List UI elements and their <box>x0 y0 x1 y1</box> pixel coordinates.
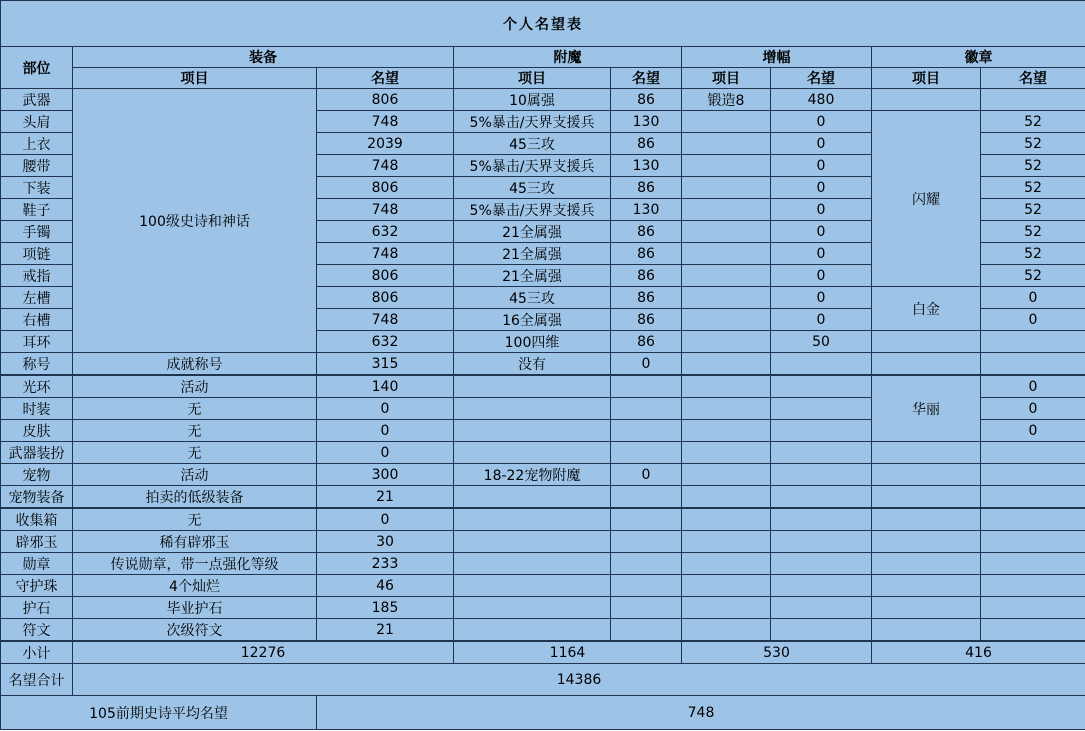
emblem-item-platinum: 白金 <box>872 287 981 331</box>
amplify-fame-cell <box>771 597 872 619</box>
amplify-item-cell <box>682 575 771 597</box>
enchant-item-cell: 21全属强 <box>454 221 611 243</box>
subtotal-equip: 12276 <box>73 641 454 664</box>
part-cell: 皮肤 <box>1 420 73 442</box>
equip-fame-cell: 0 <box>317 508 454 531</box>
equip-fame-cell: 0 <box>317 420 454 442</box>
amplify-fame-cell <box>771 531 872 553</box>
emblem-fame-cell: 0 <box>981 398 1085 420</box>
enchant-fame-cell <box>611 375 682 398</box>
part-cell: 右槽 <box>1 309 73 331</box>
amplify-item-cell <box>682 243 771 265</box>
equip-item-cell: 稀有辟邪玉 <box>73 531 317 553</box>
part-cell: 守护珠 <box>1 575 73 597</box>
average-value: 748 <box>317 696 1085 730</box>
average-row <box>1 696 1085 730</box>
emblem-item-cell <box>872 575 981 597</box>
total-label: 名望合计 <box>1 664 73 696</box>
amplify-fame-cell: 0 <box>771 265 872 287</box>
amplify-item-cell <box>682 464 771 486</box>
enchant-item-cell <box>454 442 611 464</box>
enchant-fame-cell <box>611 442 682 464</box>
table-row <box>1 89 1085 111</box>
enchant-fame-cell: 86 <box>611 177 682 199</box>
enchant-item-cell: 21全属强 <box>454 243 611 265</box>
enchant-fame-cell: 86 <box>611 309 682 331</box>
enchant-item-cell: 45三攻 <box>454 287 611 309</box>
table-row <box>1 353 1085 376</box>
part-cell: 头肩 <box>1 111 73 133</box>
amplify-fame-cell <box>771 575 872 597</box>
emblem-item-cell <box>872 619 981 642</box>
part-cell: 上衣 <box>1 133 73 155</box>
amplify-item-cell <box>682 265 771 287</box>
enchant-fame-cell: 130 <box>611 155 682 177</box>
enchant-fame-cell: 86 <box>611 133 682 155</box>
part-cell: 耳环 <box>1 331 73 353</box>
equip-item-cell: 成就称号 <box>73 353 317 376</box>
amplify-fame-cell: 0 <box>771 111 872 133</box>
header-equip-fame: 名望 <box>317 68 454 89</box>
equip-fame-cell: 0 <box>317 398 454 420</box>
amplify-fame-cell <box>771 619 872 642</box>
equip-fame-cell: 748 <box>317 155 454 177</box>
emblem-item-cell <box>872 597 981 619</box>
amplify-item-cell <box>682 597 771 619</box>
equip-fame-cell: 185 <box>317 597 454 619</box>
equip-fame-cell: 748 <box>317 111 454 133</box>
amplify-item-cell <box>682 111 771 133</box>
table-row <box>1 531 1085 553</box>
emblem-fame-cell <box>981 89 1085 111</box>
header-enchant-fame: 名望 <box>611 68 682 89</box>
amplify-item-cell <box>682 531 771 553</box>
enchant-fame-cell: 0 <box>611 464 682 486</box>
enchant-fame-cell: 130 <box>611 111 682 133</box>
table-row <box>1 619 1085 642</box>
equip-item-cell: 无 <box>73 398 317 420</box>
equip-fame-cell: 748 <box>317 243 454 265</box>
amplify-fame-cell: 0 <box>771 133 872 155</box>
enchant-item-cell: 5%暴击/天界支援兵 <box>454 199 611 221</box>
amplify-item-cell <box>682 420 771 442</box>
emblem-fame-cell: 52 <box>981 243 1085 265</box>
enchant-item-cell: 45三攻 <box>454 177 611 199</box>
amplify-item-cell <box>682 375 771 398</box>
emblem-fame-cell <box>981 508 1085 531</box>
emblem-fame-cell: 0 <box>981 287 1085 309</box>
enchant-item-cell <box>454 398 611 420</box>
enchant-item-cell <box>454 531 611 553</box>
emblem-item-cell <box>872 531 981 553</box>
amplify-fame-cell <box>771 420 872 442</box>
amplify-fame-cell <box>771 553 872 575</box>
enchant-fame-cell <box>611 420 682 442</box>
emblem-fame-cell <box>981 353 1085 376</box>
equip-item-cell: 次级符文 <box>73 619 317 642</box>
amplify-item-cell <box>682 199 771 221</box>
header-equip-item: 项目 <box>73 68 317 89</box>
equip-item-cell: 无 <box>73 420 317 442</box>
emblem-fame-cell: 0 <box>981 420 1085 442</box>
amplify-item-cell <box>682 619 771 642</box>
emblem-fame-cell <box>981 486 1085 509</box>
emblem-fame-cell: 0 <box>981 375 1085 398</box>
amplify-item-cell <box>682 331 771 353</box>
equip-fame-cell: 806 <box>317 177 454 199</box>
part-cell: 宠物 <box>1 464 73 486</box>
amplify-item-cell: 锻造8 <box>682 89 771 111</box>
enchant-item-cell: 16全属强 <box>454 309 611 331</box>
part-cell: 武器 <box>1 89 73 111</box>
enchant-fame-cell <box>611 575 682 597</box>
emblem-item-cell <box>872 442 981 464</box>
amplify-item-cell <box>682 133 771 155</box>
amplify-item-cell <box>682 309 771 331</box>
equip-fame-cell: 806 <box>317 265 454 287</box>
amplify-item-cell <box>682 508 771 531</box>
amplify-fame-cell: 480 <box>771 89 872 111</box>
equip-fame-cell: 806 <box>317 287 454 309</box>
equip-item-cell: 无 <box>73 442 317 464</box>
table-row <box>1 442 1085 464</box>
amplify-fame-cell: 0 <box>771 177 872 199</box>
emblem-fame-cell <box>981 553 1085 575</box>
table-row <box>1 508 1085 531</box>
enchant-fame-cell <box>611 508 682 531</box>
header-emblem: 徽章 <box>872 47 1085 68</box>
part-cell: 手镯 <box>1 221 73 243</box>
enchant-fame-cell <box>611 531 682 553</box>
subtotal-amplify: 530 <box>682 641 872 664</box>
emblem-fame-cell <box>981 331 1085 353</box>
enchant-fame-cell: 86 <box>611 265 682 287</box>
emblem-item-cell <box>872 353 981 376</box>
enchant-item-cell <box>454 575 611 597</box>
emblem-fame-cell <box>981 531 1085 553</box>
enchant-item-cell: 100四维 <box>454 331 611 353</box>
emblem-fame-cell: 52 <box>981 177 1085 199</box>
amplify-fame-cell <box>771 398 872 420</box>
emblem-fame-cell: 0 <box>981 309 1085 331</box>
equip-fame-cell: 806 <box>317 89 454 111</box>
emblem-item-cell <box>872 464 981 486</box>
amplify-fame-cell <box>771 486 872 509</box>
amplify-item-cell <box>682 177 771 199</box>
emblem-fame-cell: 52 <box>981 133 1085 155</box>
enchant-item-cell: 45三攻 <box>454 133 611 155</box>
amplify-fame-cell: 0 <box>771 243 872 265</box>
equip-item-cell: 4个灿烂 <box>73 575 317 597</box>
emblem-item-cell <box>872 508 981 531</box>
header-emblem-item: 项目 <box>872 68 981 89</box>
emblem-item-cell <box>872 89 981 111</box>
enchant-fame-cell <box>611 619 682 642</box>
emblem-fame-cell: 52 <box>981 199 1085 221</box>
equip-item-cell: 拍卖的低级装备 <box>73 486 317 509</box>
emblem-item-cell <box>872 486 981 509</box>
amplify-fame-cell: 0 <box>771 287 872 309</box>
header-amplify-fame: 名望 <box>771 68 872 89</box>
part-cell: 宠物装备 <box>1 486 73 509</box>
part-cell: 符文 <box>1 619 73 642</box>
emblem-item-cell <box>872 553 981 575</box>
part-cell: 下装 <box>1 177 73 199</box>
subtotal-emblem: 416 <box>872 641 1085 664</box>
part-cell: 护石 <box>1 597 73 619</box>
amplify-fame-cell: 0 <box>771 199 872 221</box>
equip-item-cell: 无 <box>73 508 317 531</box>
enchant-item-cell <box>454 597 611 619</box>
equip-fame-cell: 0 <box>317 442 454 464</box>
part-cell: 项链 <box>1 243 73 265</box>
amplify-fame-cell: 0 <box>771 221 872 243</box>
part-cell: 腰带 <box>1 155 73 177</box>
enchant-fame-cell <box>611 398 682 420</box>
enchant-item-cell <box>454 486 611 509</box>
equip-fame-cell: 21 <box>317 619 454 642</box>
part-cell: 收集箱 <box>1 508 73 531</box>
part-cell: 鞋子 <box>1 199 73 221</box>
enchant-fame-cell: 86 <box>611 331 682 353</box>
part-cell: 称号 <box>1 353 73 376</box>
equip-item-merged: 100级史诗和神话 <box>73 89 317 353</box>
amplify-fame-cell: 50 <box>771 331 872 353</box>
equip-fame-cell: 46 <box>317 575 454 597</box>
enchant-fame-cell <box>611 553 682 575</box>
header-enchant: 附魔 <box>454 47 682 68</box>
table-row <box>1 553 1085 575</box>
enchant-item-cell <box>454 553 611 575</box>
amplify-item-cell <box>682 353 771 376</box>
equip-fame-cell: 315 <box>317 353 454 376</box>
enchant-item-cell: 5%暴击/天界支援兵 <box>454 155 611 177</box>
equip-fame-cell: 632 <box>317 221 454 243</box>
equip-fame-cell: 748 <box>317 309 454 331</box>
total-value: 14386 <box>73 664 1085 696</box>
enchant-fame-cell: 86 <box>611 287 682 309</box>
table-row <box>1 575 1085 597</box>
equip-fame-cell: 748 <box>317 199 454 221</box>
amplify-fame-cell: 0 <box>771 155 872 177</box>
amplify-item-cell <box>682 442 771 464</box>
part-cell: 勋章 <box>1 553 73 575</box>
equip-fame-cell: 300 <box>317 464 454 486</box>
table-row <box>1 375 1085 398</box>
emblem-fame-cell <box>981 464 1085 486</box>
equip-item-cell: 毕业护石 <box>73 597 317 619</box>
amplify-fame-cell: 0 <box>771 309 872 331</box>
amplify-item-cell <box>682 155 771 177</box>
enchant-item-cell <box>454 420 611 442</box>
amplify-fame-cell <box>771 464 872 486</box>
amplify-item-cell <box>682 221 771 243</box>
header-amplify-item: 项目 <box>682 68 771 89</box>
table-row <box>1 597 1085 619</box>
amplify-item-cell <box>682 287 771 309</box>
part-cell: 光环 <box>1 375 73 398</box>
average-label: 105前期史诗平均名望 <box>1 696 317 730</box>
total-row <box>1 664 1085 696</box>
enchant-item-cell <box>454 508 611 531</box>
subtotal-row <box>1 641 1085 664</box>
enchant-item-cell: 10属强 <box>454 89 611 111</box>
emblem-fame-cell: 52 <box>981 221 1085 243</box>
emblem-fame-cell <box>981 442 1085 464</box>
enchant-item-cell <box>454 375 611 398</box>
header-equip: 装备 <box>73 47 454 68</box>
enchant-fame-cell: 86 <box>611 89 682 111</box>
equip-fame-cell: 140 <box>317 375 454 398</box>
emblem-item-gorgeous: 华丽 <box>872 375 981 442</box>
enchant-item-cell: 没有 <box>454 353 611 376</box>
page-title: 个人名望表 <box>1 1 1085 47</box>
enchant-fame-cell <box>611 597 682 619</box>
part-cell: 左槽 <box>1 287 73 309</box>
amplify-item-cell <box>682 486 771 509</box>
equip-fame-cell: 30 <box>317 531 454 553</box>
enchant-item-cell <box>454 619 611 642</box>
amplify-item-cell <box>682 398 771 420</box>
part-cell: 辟邪玉 <box>1 531 73 553</box>
equip-item-cell: 活动 <box>73 375 317 398</box>
enchant-fame-cell: 86 <box>611 243 682 265</box>
subtotal-enchant: 1164 <box>454 641 682 664</box>
emblem-item-shine: 闪耀 <box>872 111 981 287</box>
subtotal-label: 小计 <box>1 641 73 664</box>
part-cell: 戒指 <box>1 265 73 287</box>
part-cell: 时装 <box>1 398 73 420</box>
amplify-fame-cell <box>771 353 872 376</box>
emblem-fame-cell <box>981 597 1085 619</box>
amplify-fame-cell <box>771 442 872 464</box>
table-row <box>1 464 1085 486</box>
equip-fame-cell: 2039 <box>317 133 454 155</box>
equip-item-cell: 活动 <box>73 464 317 486</box>
enchant-fame-cell <box>611 486 682 509</box>
emblem-fame-cell <box>981 619 1085 642</box>
enchant-item-cell: 5%暴击/天界支援兵 <box>454 111 611 133</box>
enchant-fame-cell: 0 <box>611 353 682 376</box>
part-cell: 武器装扮 <box>1 442 73 464</box>
equip-fame-cell: 21 <box>317 486 454 509</box>
amplify-fame-cell <box>771 508 872 531</box>
amplify-item-cell <box>682 553 771 575</box>
emblem-fame-cell <box>981 575 1085 597</box>
equip-fame-cell: 632 <box>317 331 454 353</box>
enchant-item-cell: 21全属强 <box>454 265 611 287</box>
equip-item-cell: 传说勋章，带一点强化等级 <box>73 553 317 575</box>
equip-fame-cell: 233 <box>317 553 454 575</box>
header-part: 部位 <box>1 47 73 89</box>
emblem-item-cell <box>872 331 981 353</box>
header-enchant-item: 项目 <box>454 68 611 89</box>
header-emblem-fame: 名望 <box>981 68 1085 89</box>
enchant-fame-cell: 86 <box>611 221 682 243</box>
amplify-fame-cell <box>771 375 872 398</box>
emblem-fame-cell: 52 <box>981 111 1085 133</box>
enchant-fame-cell: 130 <box>611 199 682 221</box>
enchant-item-cell: 18-22宠物附魔 <box>454 464 611 486</box>
emblem-fame-cell: 52 <box>981 155 1085 177</box>
header-amplify: 增幅 <box>682 47 872 68</box>
table-row <box>1 486 1085 509</box>
emblem-fame-cell: 52 <box>981 265 1085 287</box>
